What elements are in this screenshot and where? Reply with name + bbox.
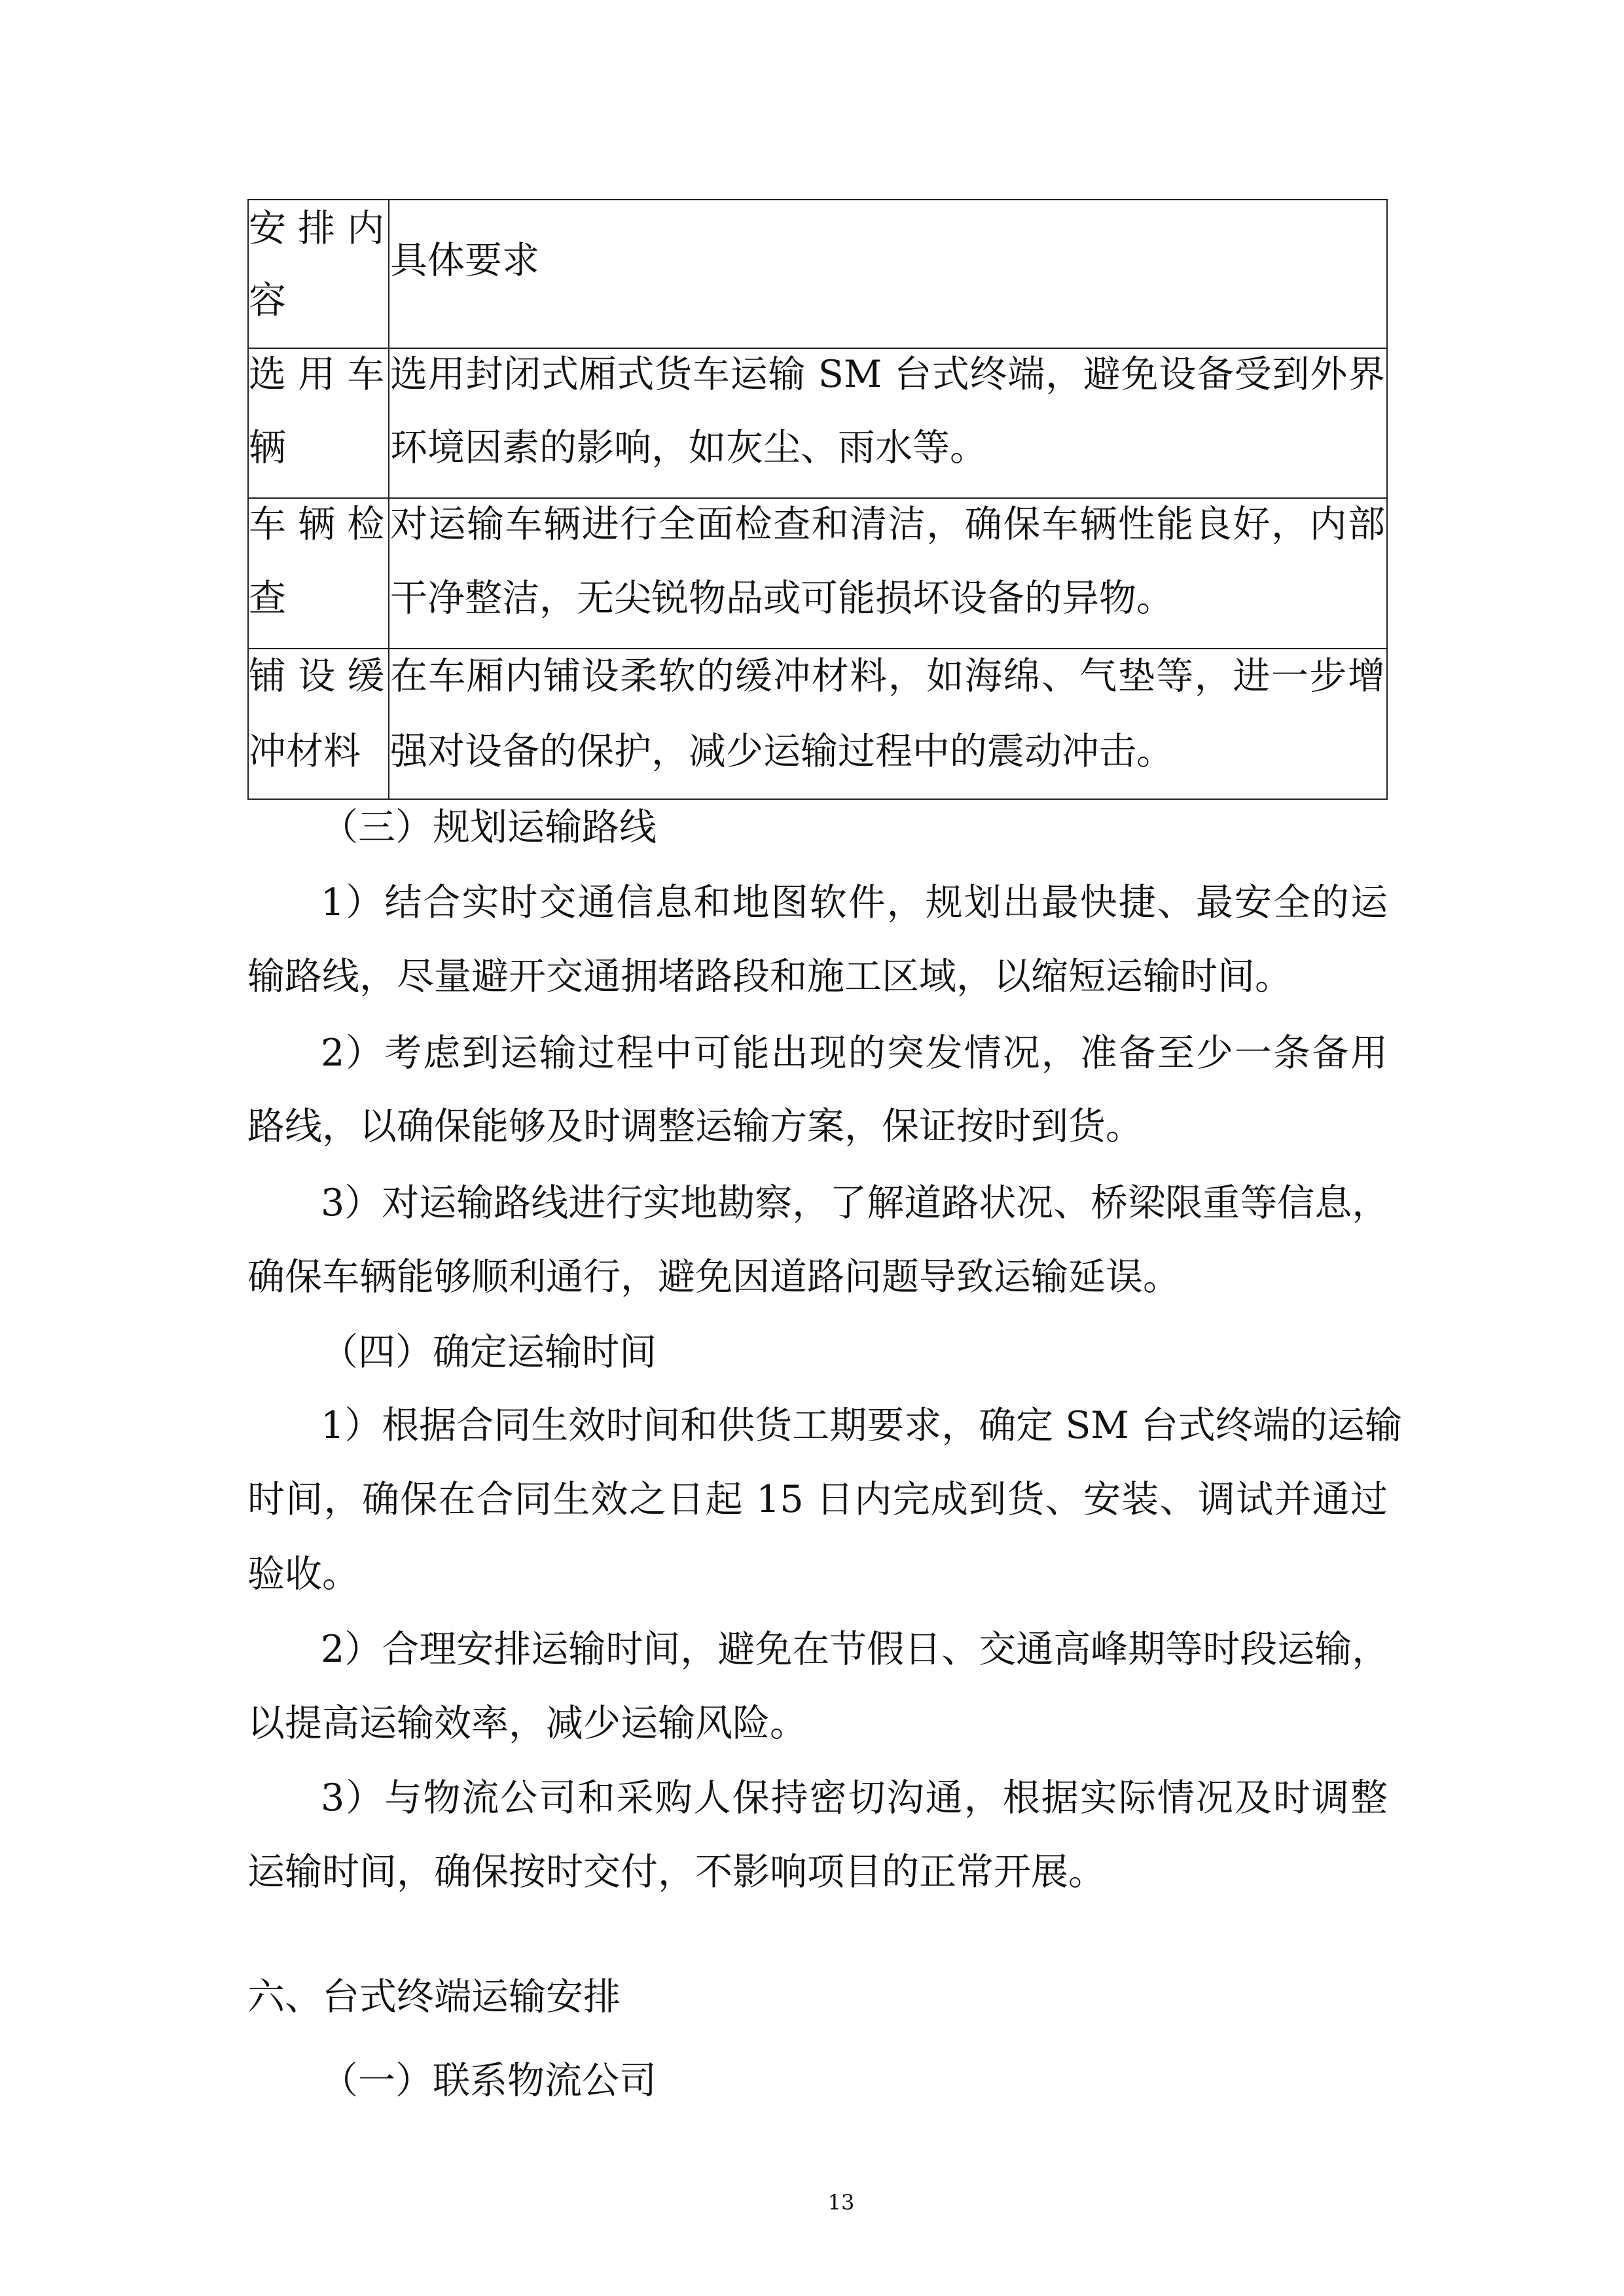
column-divider: [388, 200, 389, 798]
table-cell-requirement: 对运输车辆进行全面检查和清洁，确保车辆性能良好，内部: [390, 503, 1385, 546]
table-header-col2: 具体要求: [390, 239, 539, 282]
row-divider: [249, 648, 1386, 649]
table-cell-requirement: 强对设备的保护，减少运输过程中的震动冲击。: [390, 730, 1174, 773]
table-cell-item: 铺 设 缓: [249, 655, 385, 698]
paragraph-line: 确保车辆能够顺利通行，避免因道路问题导致运输延误。: [247, 1255, 1180, 1299]
paragraph-line: 3）对运输路线进行实地勘察，了解道路状况、桥梁限重等信息，: [321, 1181, 1390, 1225]
paragraph-line: 运输时间，确保按时交付，不影响项目的正常开展。: [247, 1850, 1106, 1893]
table-header-col1: 安 排 内: [249, 207, 385, 250]
paragraph-line: 2）合理安排运输时间，避免在节假日、交通高峰期等时段运输，: [321, 1628, 1390, 1671]
paragraph-line: 验收。: [247, 1552, 359, 1596]
paragraph-line: 输路线，尽量避开交通拥堵路段和施工区域，以缩短运输时间。: [247, 955, 1292, 998]
table-cell-requirement: 在车厢内铺设柔软的缓冲材料，如海绵、气垫等，进一步增: [390, 655, 1385, 698]
table-cell-item: 冲材料: [249, 730, 361, 773]
table-cell-item: 辆: [249, 426, 286, 469]
paragraph-line: 以提高运输效率，减少运输风险。: [247, 1702, 807, 1745]
paragraph-line: 时间，确保在合同生效之日起 15 日内完成到货、安装、调试并通过: [247, 1478, 1388, 1521]
table-cell-item: 选 用 车: [249, 353, 385, 396]
row-divider: [249, 497, 1386, 499]
page-number: 13: [827, 2190, 855, 2215]
chapter-heading: 六、台式终端运输安排: [247, 1975, 621, 2018]
paragraph-line: 1）结合实时交通信息和地图软件，规划出最快捷、最安全的运: [321, 881, 1388, 924]
paragraph-line: 2）考虑到运输过程中可能出现的突发情况，准备至少一条备用: [321, 1031, 1388, 1075]
table-cell-requirement: 环境因素的影响，如灰尘、雨水等。: [390, 426, 987, 469]
table-cell-requirement: 干净整洁，无尖锐物品或可能损坏设备的异物。: [390, 577, 1174, 620]
paragraph-line: 1）根据合同生效时间和供货工期要求，确定 SM 台式终端的运输: [321, 1404, 1402, 1447]
row-divider: [249, 348, 1386, 349]
paragraph-line: 3）与物流公司和采购人保持密切沟通，根据实际情况及时调整: [321, 1776, 1388, 1820]
subsection-heading: （一）联系物流公司: [321, 2059, 657, 2102]
table-header-col1: 容: [249, 279, 286, 322]
table-cell-item: 查: [249, 577, 286, 620]
table-cell-item: 车 辆 检: [249, 503, 385, 546]
section-heading: （三）规划运输路线: [321, 806, 657, 849]
table-cell-requirement: 选用封闭式厢式货车运输 SM 台式终端，避免设备受到外界: [390, 353, 1385, 396]
paragraph-line: 路线，以确保能够及时调整运输方案，保证按时到货。: [247, 1105, 1143, 1148]
section-heading: （四）确定运输时间: [321, 1331, 657, 1374]
transport-arrangement-table: [247, 199, 1388, 800]
